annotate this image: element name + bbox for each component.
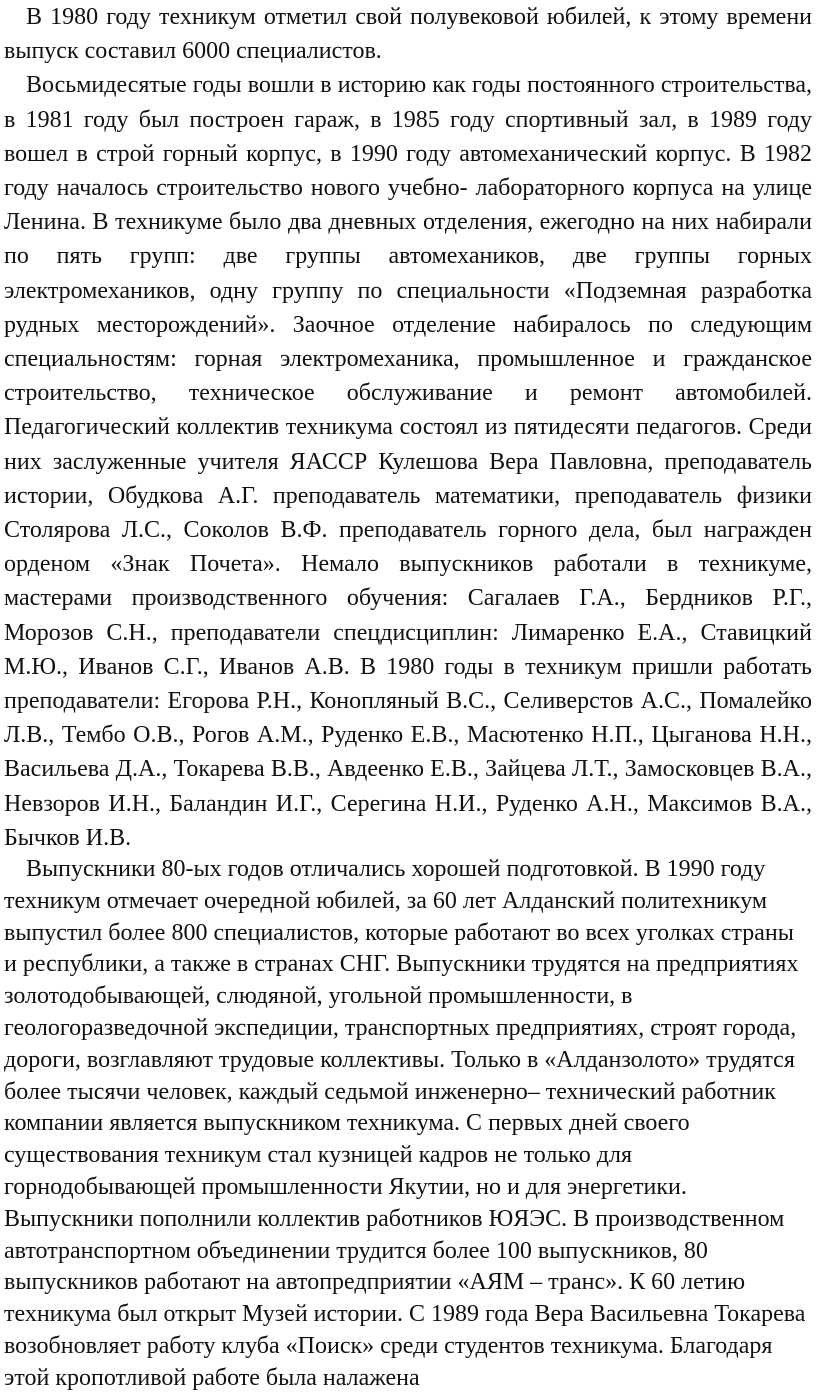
paragraph-eighties-construction: Восьмидесятые годы вошли в историю как годы постоянного строительства, в 1981 году был построен гараж, в 1985 году спортивный зал, в 1989 году вошел в строй горный корпус, в 1990 году автомеханический корпус. В 1982 году началось строительство нового учебно- лабораторного корпуса на улице Ленина. В техникуме было два дневных отделения, ежегодно на них набирали по пять групп: две группы автомехаников, две группы горных электромехаников, одну группу по специальности «Подземная разработка рудных месторождений». Заочное отделение набиралось по следующим специальностям: горная электромеханика, промышленное и гражданское строительство, техническое обслуживание и ремонт автомобилей. Педагогический коллектив техникума состоял из пятидесяти педагогов. Среди них заслуженные учителя ЯАССР Кулешова Вера Павловна, преподаватель истории, Обудкова А.Г. преподаватель математики, преподаватель физики Столярова Л.С., Соколов В.Ф. преподаватель горного дела, был награжден орденом «Знак Почета». Немало выпускников работали в техникуме, мастерами производственного обучения: Сагалаев Г.А., Бердников Р.Г., Морозов С.Н., преподаватели спецдисциплин: Лимаренко Е.А., Ставицкий М.Ю., Иванов С.Г., Иванов А.В. В 1980 годы в техникум пришли работать преподаватели: Егорова Р.Н., Конопляный В.С., Селиверстов А.С., Помалейко Л.В., Тембо О.В., Рогов А.М., Руденко Е.В., Масютенко Н.П., Цыганова Н.Н., Васильева Д.А., Токарева В.В., Авдеенко Е.В., Зайцева Л.Т., Замосковцев В.А., Невзоров И.Н., Баландин И.Г., Серегина Н.И., Руденко А.Н., Максимов В.А., Бычков И.В.: [4, 72, 812, 851]
paragraph-graduates: Выпускники 80-ых годов отличались хорошей подготовкой. В 1990 году техникум отмечает очередной юбилей, за 60 лет Алданский политехникум выпустил более 800 специалистов, которые работают во всех уголках страны и республики, а также в странах СНГ. Выпускники трудятся на предприятиях золотодобывающей, слюдяной, угольной промышленности, в геологоразведочной экспедиции, транспортных предприятиях, строят города, дороги, возглавляют трудовые коллективы. Только в «Алданзолото» трудятся более тысячи человек, каждый седьмой инженерно– технический работник компании является выпускником техникума. С первых дней своего существования техникум стал кузницей кадров не только для горнодобывающей промышленности Якутии, но и для энергетики. Выпускники пополнили коллектив работников ЮЯЭС. В производственном автотранспортном объединении трудится более 100 выпускников, 80 выпускников работают на автопредприятии «АЯМ – транс». К 60 летию техникума был открыт Музей истории. С 1989 года Вера Васильевна Токарева возобновляет работу клуба «Поиск» среди студентов техникума. Благодаря этой кропотливой работе была налажена: [4, 856, 806, 1391]
paragraph-jubilee-1980: В 1980 году техникум отметил свой полувековой юбилей, к этому времени выпуск составил 6000 специалистов.: [4, 4, 812, 65]
